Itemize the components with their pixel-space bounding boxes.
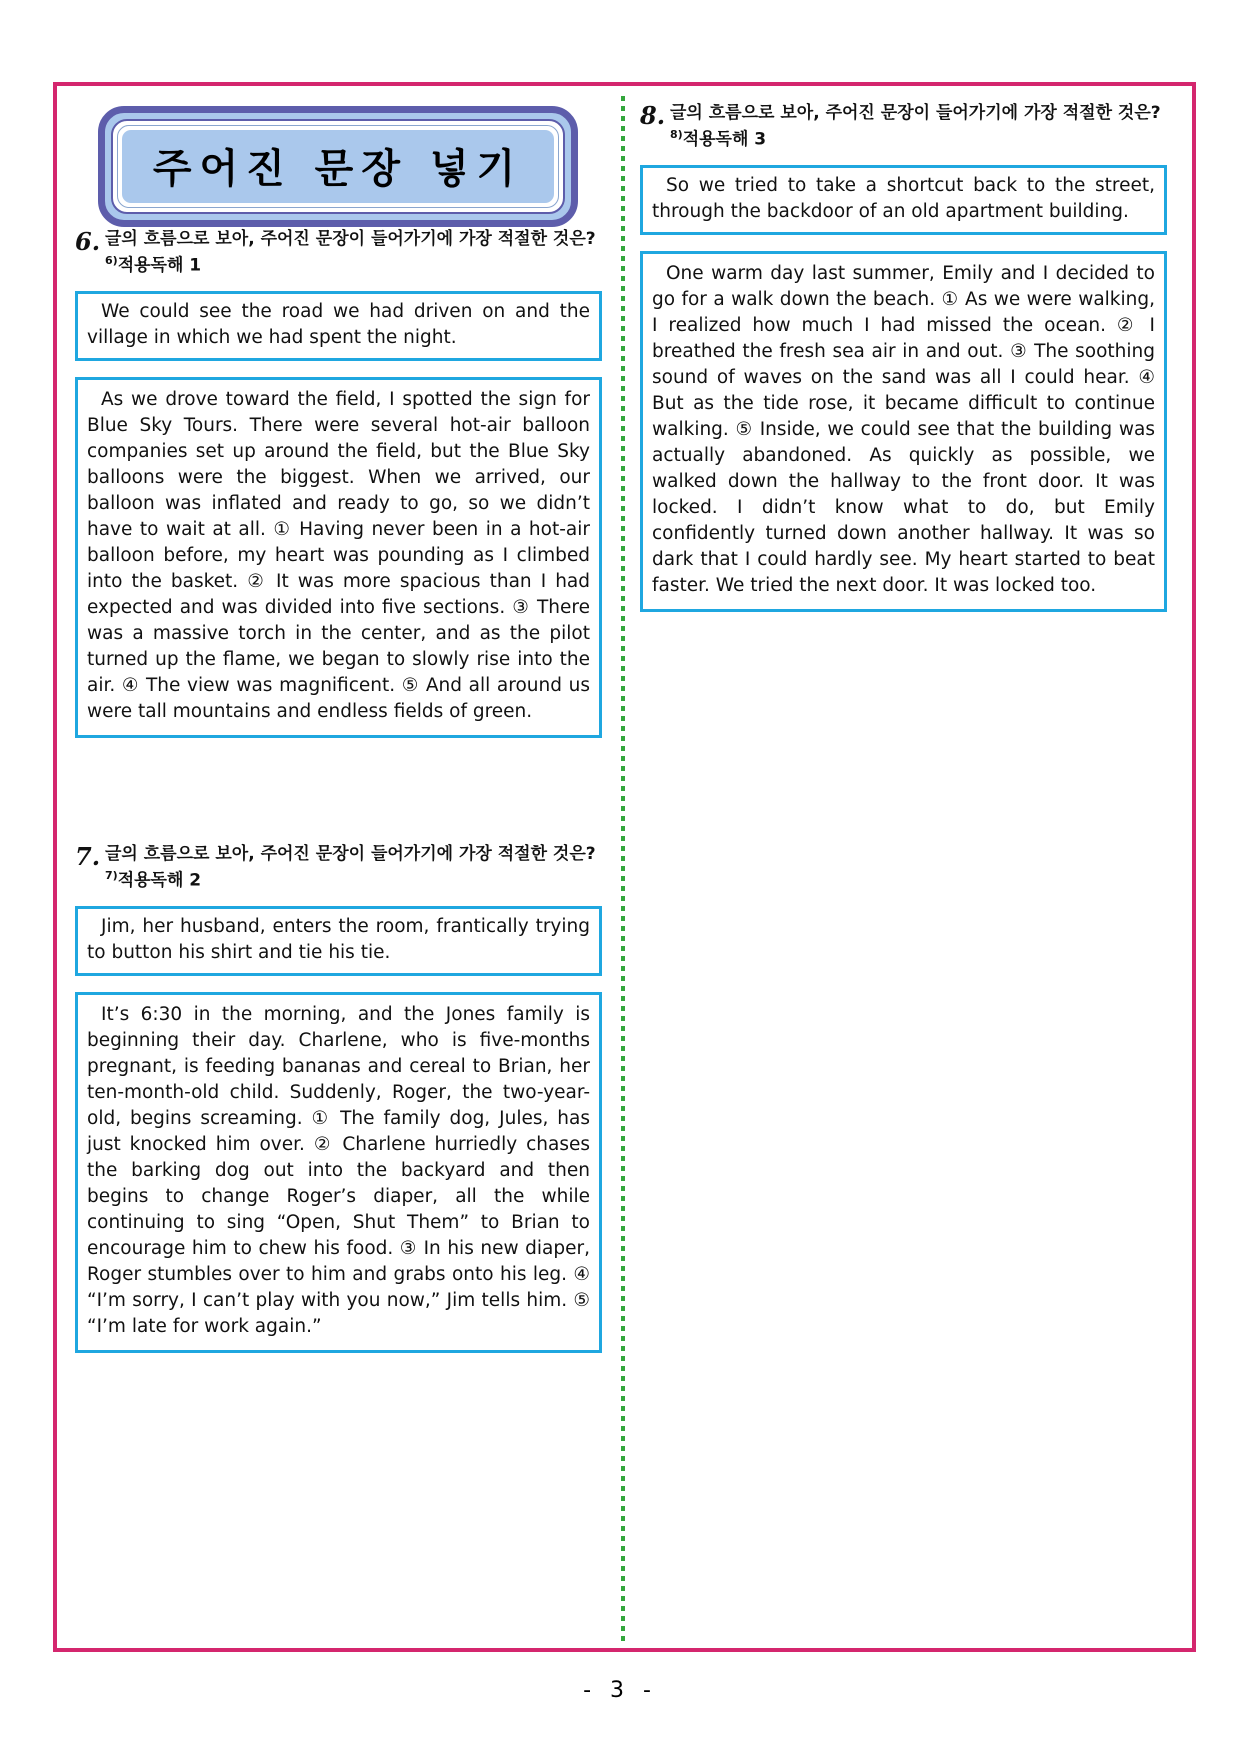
question-8-number: 8.: [640, 101, 666, 130]
question-7-given-sentence-box: Jim, her husband, enters the room, frantically trying to button his shirt and tie his tie.: [75, 906, 602, 976]
question-6-passage-box: As we drove toward the field, I spotted the sign for Blue Sky Tours. There were several hot-air balloon companies set up around the field, but the Blue Sky balloons were the biggest. When we arrived, our balloon was inflated and ready to go, so we didn’t have to wait at all. ① Having never been in a hot-air balloon before, my heart was pounding as I climbed into the basket. ② It was more spacious than I had expected and was divided into five sections. ③ There was a massive torch in the center, and as the pilot turned up the flame, we began to slowly rise into the air. ④ The view was magnificent. ⑤ And all around us were tall mountains and endless fields of green.: [75, 377, 602, 738]
worksheet-title: 주어진 문장 넣기: [122, 130, 554, 203]
column-divider: [621, 96, 625, 1641]
question-6-prompt: 글의 흐름으로 보아, 주어진 문장이 들어가기에 가장 적절한 것은?: [105, 229, 596, 249]
question-8-prompt: 글의 흐름으로 보아, 주어진 문장이 들어가기에 가장 적절한 것은?: [670, 103, 1161, 123]
question-6-number: 6.: [75, 227, 101, 256]
question-7-passage-box: It’s 6:30 in the morning, and the Jones family is beginning their day. Charlene, who is five-months pregnant, is feeding bananas and cereal to Brian, her ten-month-old child. Suddenly, Roger, the two-year-old, begins screaming. ① The family dog, Jules, has just knocked him over. ② Charlene hurriedly chases the barking dog out into the backyard and then begins to change Roger’s diaper, all the while continuing to sing “Open, Shut Them” to Brian to encourage him to chew his food. ③ In his new diaper, Roger stumbles over to him and grabs onto his leg. ④ “I’m sorry, I can’t play with you now,” Jim tells him. ⑤ “I’m late for work again.”: [75, 992, 602, 1353]
question-8-header: [640, 100, 1167, 153]
question-7-number: 7.: [75, 842, 101, 871]
question-7-prompt: 글의 흐름으로 보아, 주어진 문장이 들어가기에 가장 적절한 것은?: [105, 844, 596, 864]
question-6-header: [75, 226, 602, 279]
page-number: - 3 -: [583, 1678, 657, 1703]
question-7: [75, 841, 602, 1353]
question-7-source-tag: 적용독해 2: [117, 871, 202, 891]
question-6-given-sentence-box: We could see the road we had driven on and the village in which we had spent the night.: [75, 291, 602, 361]
title-border-ring: [111, 119, 565, 214]
question-8-source-tag: 적용독해 3: [682, 130, 767, 150]
worksheet-title-box: [98, 106, 578, 227]
question-6: [75, 226, 602, 738]
question-8: [640, 100, 1167, 612]
question-7-footnote-ref: 7): [105, 869, 118, 883]
question-8-passage-box: One warm day last summer, Emily and I decided to go for a walk down the beach. ① As we were walking, I realized how much I had missed the ocean. ② I breathed the fresh sea air in and out. ③ The soothing sound of waves on the sand was all I could hear. ④ But as the tide rose, it became difficult to continue walking. ⑤ Inside, we could see that the building was actually abandoned. As quickly as possible, we walked down the hallway to the front door. It was locked. I didn’t know what to do, but Emily confidently turned down another hallway. It was so dark that I could hardly see. My heart started to beat faster. We tried the next door. It was locked too.: [640, 251, 1167, 612]
question-7-header: [75, 841, 602, 894]
question-8-given-sentence-box: So we tried to take a shortcut back to the street, through the backdoor of an old apartment building.: [640, 165, 1167, 235]
title-border-ring-inner: [117, 125, 559, 208]
question-6-footnote-ref: 6): [105, 254, 118, 268]
question-8-footnote-ref: 8): [670, 128, 683, 142]
question-6-source-tag: 적용독해 1: [117, 256, 202, 276]
